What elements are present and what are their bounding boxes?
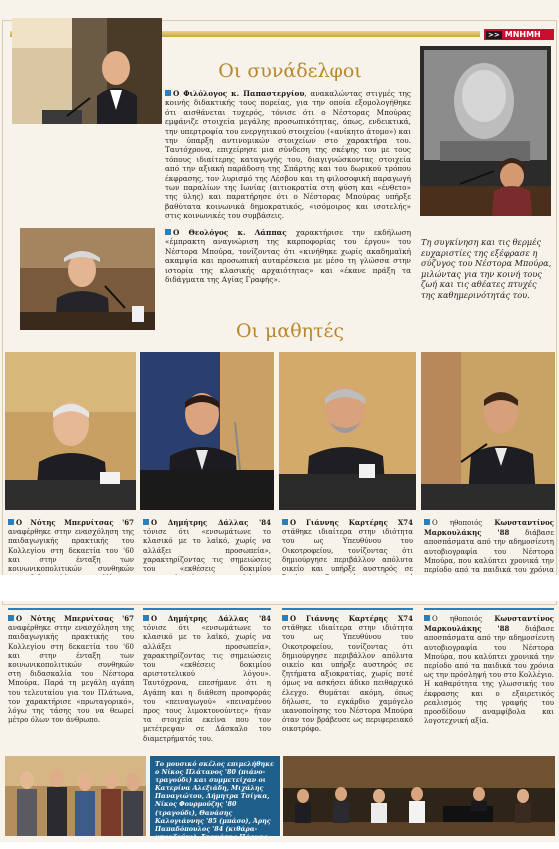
section-tag-arrow: >> [488, 31, 500, 39]
bullet-square-icon [143, 615, 149, 621]
section-title-students: Οι μαθητές [235, 320, 345, 342]
bullet-square-icon [8, 519, 14, 525]
photo-student-karteris [279, 352, 416, 510]
student-text: αναφέρθηκε στην ενασχόληση της παιδαγωγικής πρακτικής του Κολλεγίου στη δεκαετία του '60 και στην ένταξη των κοινωνικοπολιτικών συνθηκών στη διδασκαλία του Νέστορα Μπούρα. Παρά τη μεγάλη αγάπη του τελευταίου για τον Πλάτωνα, τον χαρακτήρισε «πρωταγορικό», λόγω της τάσης του να θεωρεί μέτρο όλων τον άνθρωπο. [8, 624, 134, 725]
bullet-square-icon [282, 615, 288, 621]
student-lead: Ο ηθοποιός [432, 519, 495, 527]
photo-speaker-papastergiou [12, 18, 162, 124]
section-tag [484, 29, 554, 40]
student-name: Κωνσταντίνος Μαρκουλάκης '88 [424, 614, 554, 634]
student-text-bernitsas-top [8, 518, 134, 574]
photo-music-ensemble [283, 756, 555, 836]
photo-student-markoulakis [421, 352, 555, 510]
photo-caption-widow: Τη συγκίνηση και τις θερμές ευχαριστίες της εξέφρασε η σύζυγος του Νέστορα Μπούρα, μιλώντας για την κοινή τους ζωή και τις αθέατες πτυχές της καθημερινότητάς του. [421, 237, 552, 300]
bullet-square-icon [282, 519, 288, 525]
student-text: αναφέρθηκε στην ενασχόληση της παιδαγωγικής πρακτικής του Κολλεγίου στη δεκαετία του '60 και στην ένταξη των κοινωνικοπολιτικών συνθηκών [8, 528, 134, 574]
student-text: διάβασε αποσπάσματα από την αδημοσίευτη αυτοβιογραφία του Νέστορα Μπούρα, που καλύπτει χρονικά την περίοδο από τα παιδικά του χρόνια ως την πρόσληψή του στο Κολλέγιο. Η καθαρότητα της γλωσσικής του έκφρασης και ο εξαιρετικός ρεαλισμός της γραφής του προσδίδουν αναμφίβολα και λογοτεχνική αξία. [424, 625, 554, 726]
student-name: Ο Δημήτρης Δάλλας '84 [151, 518, 271, 527]
student-text: στάθηκε ιδιαίτερα στην ιδιότητα του ως Υπευθύνου του Οικοτροφείου, τονίζοντας ότι δημιούργησε περιβάλλον απόλυτα οικείο και υπήρξε αυστηρός σε [282, 528, 413, 574]
speaker-name: Ο Θεολόγος κ. Λάππας [173, 228, 287, 237]
speaker-name: Ο Φιλόλογος κ. Παπαστεργίου [173, 89, 305, 98]
student-name: Ο Γιάννης Καρτέρης Χ74 [290, 518, 413, 527]
column-rule [143, 608, 271, 610]
paragraph-papastergiou [165, 89, 411, 221]
bullet-square-icon [424, 519, 430, 525]
student-name: Ο Γιάννης Καρτέρης Χ74 [290, 614, 413, 623]
bullet-square-icon [165, 229, 171, 235]
paragraph-lappas [165, 228, 411, 284]
photo-group-guests [5, 756, 146, 836]
student-text: τόνισε ότι «ενσωμάτωνε το κλασικό με το λαϊκό, χωρίς να αλλάξει προσωπεία», χαρακτηρίζοντας τις σημειώσεις του «εκθέσεις δοκιμίου αριστοτελικού λόγου». Ταυτόχρονα, επεσήμανε ότι η Αγάπη και η διάθεση προσφοράς του «πειναγωγού» «πειναμένου προς τους λιμοκτονούντες» ήταν τα στοιχεία εκείνα που τον μετέτρεψαν σε Δάσκαλο του διαμετρήματός του. [143, 624, 271, 743]
student-name: Ο Νότης Μπερνίτσας '67 [16, 614, 134, 623]
photo-widow-speech [420, 46, 551, 216]
bullet-square-icon [424, 615, 430, 621]
paragraph-text: , ανακαλώντας στιγμές της κοινής διδακτικής τους πορείας, για την οποία εξομολογήθηκε ότι αισθάνεται τυχερός, τόνισε ότι ο Νέστορας Μπούρας εμφάνιζε στοιχεία μεγάλης προσωπικότητας, όπως, ενδεικτικά, την υπερτροφία του ενεργητικού στοιχείου («ανίκητο άτομο») και την ύπαρξη αντινομικών στοιχείων στο χαρακτήρα του. Ταυτόχρονα, επιχείρησε μια σύνδεση της σκέψης του με τους τόπους ιδιαίτερης καταγωγής του, διαγιγνώσκοντας στοιχεία από την αξιακή παράδοση της Σπάρτης και του δωρικού τρόπου έκφρασης, τον λυρισμό της Λέσβου και τη φιλοσοφική παραγωγή των παραλίων της Ιωνίας (αιτιοκρατία στη φύση και «ένθετο» της ύλης) και παρατήρησε ότι ο Νέστορας Μπούρας υπήρξε βαθύτατα κοινωνικά δημοκρατικός, «ισόμοιρος και ισοτελής» στις κοινωνικές του συμβάσεις. [165, 89, 411, 221]
student-text: διάβασε αποσπάσματα από την αδημοσίευτη αυτοβιογραφία του Νέστορα Μπούρα, που καλύπτει χρονικά την περίοδο από τα παιδικά του χρόνια [424, 529, 554, 575]
bullet-square-icon [143, 519, 149, 525]
column-rule [424, 608, 554, 610]
photo-speaker-lappas [20, 228, 155, 330]
student-text-dallas-top [143, 518, 271, 574]
section-tag-label: ΜΝΗΜΗ [504, 30, 541, 39]
student-name: Ο Δημήτρης Δάλλας '84 [151, 614, 271, 623]
student-text-markoulakis-top [424, 518, 554, 575]
student-text-karteris-top [282, 518, 413, 574]
student-text-karteris [282, 614, 413, 735]
column-rule [282, 608, 413, 610]
student-text: στάθηκε ιδιαίτερα στην ιδιότητα του ως Υπευθύνου του Οικοτροφείου, τονίζοντας ότι δημιούργησε περιβάλλον απόλυτα οικείο και υπήρξε αυστηρός σε ζητήματα αξιοκρατίας, χωρίς ποτέ όμως να ασκήσει άδικο πειθαρχικό έλεγχο. Θυμάται ακόμη, όπως δήλωσε, το εγκάρδιο χαμόγελο ικανοποίησης του Νέστορα Μπούρα όταν τον βράβευσε ως περιφερειακό οικοτρόφο. [282, 624, 413, 734]
page-cut-gap [0, 575, 559, 601]
column-rule [8, 608, 134, 610]
student-name: Κωνσταντίνος Μαρκουλάκης '88 [424, 518, 554, 538]
section-title-colleagues: Οι συνάδελφοι [218, 60, 362, 82]
student-text: τόνισε ότι «ενσωμάτωνε το κλασικό με το λαϊκό, χωρίς να αλλάξει προσωπεία», χαρακτηρίζοντας τις σημειώσεις του «εκθέσεις δοκιμίου [143, 528, 271, 574]
student-name: Ο Νότης Μπερνίτσας '67 [16, 518, 134, 527]
bullet-square-icon [8, 615, 14, 621]
photo-student-dallas [140, 352, 274, 510]
student-text-bernitsas [8, 614, 134, 725]
student-text-dallas [143, 614, 271, 744]
music-caption: Το μουσικό σκέλος επιμελήθηκε ο Νίκος Πλάτανος '80 (πιάνο-τραγούδι) και συμμετείχαν οι Κατερίνα Αλεξιάδη, Μιχάλης Παναγιώτου, Δήμητρα Τσίγκα, Νίκος Φουρμούζης '80 (τραγούδι), Θανάσης Καλογιάννης '85 (μπάσο), Άρης Παπαδόπουλος '84 (κιθάρα-μπουζούκι), Σταμάτης Πάργας '80 (μπουζούκι). [150, 756, 280, 836]
photo-student-bernitsas [5, 352, 136, 510]
student-text-markoulakis [424, 614, 554, 726]
bullet-square-icon [165, 90, 171, 96]
student-lead: Ο ηθοποιός [432, 615, 495, 623]
paragraph-text: χαρακτήρισε την εκδήλωση «έμπρακτη αναγνώριση της καρποφορίας του έργου» του Νέστορα Μπούρα, τονίζοντας ότι «κινήθηκε χωρίς ακαδημαϊκή ακαμψία και προσωπική αυταρέσκεια με μέσο τη γλώσσα στην ιστορία της κλασικής αρχαιότητας» και «έκανε πράξη τα διδάγματα της Αγίας Γραφής». [165, 228, 411, 285]
